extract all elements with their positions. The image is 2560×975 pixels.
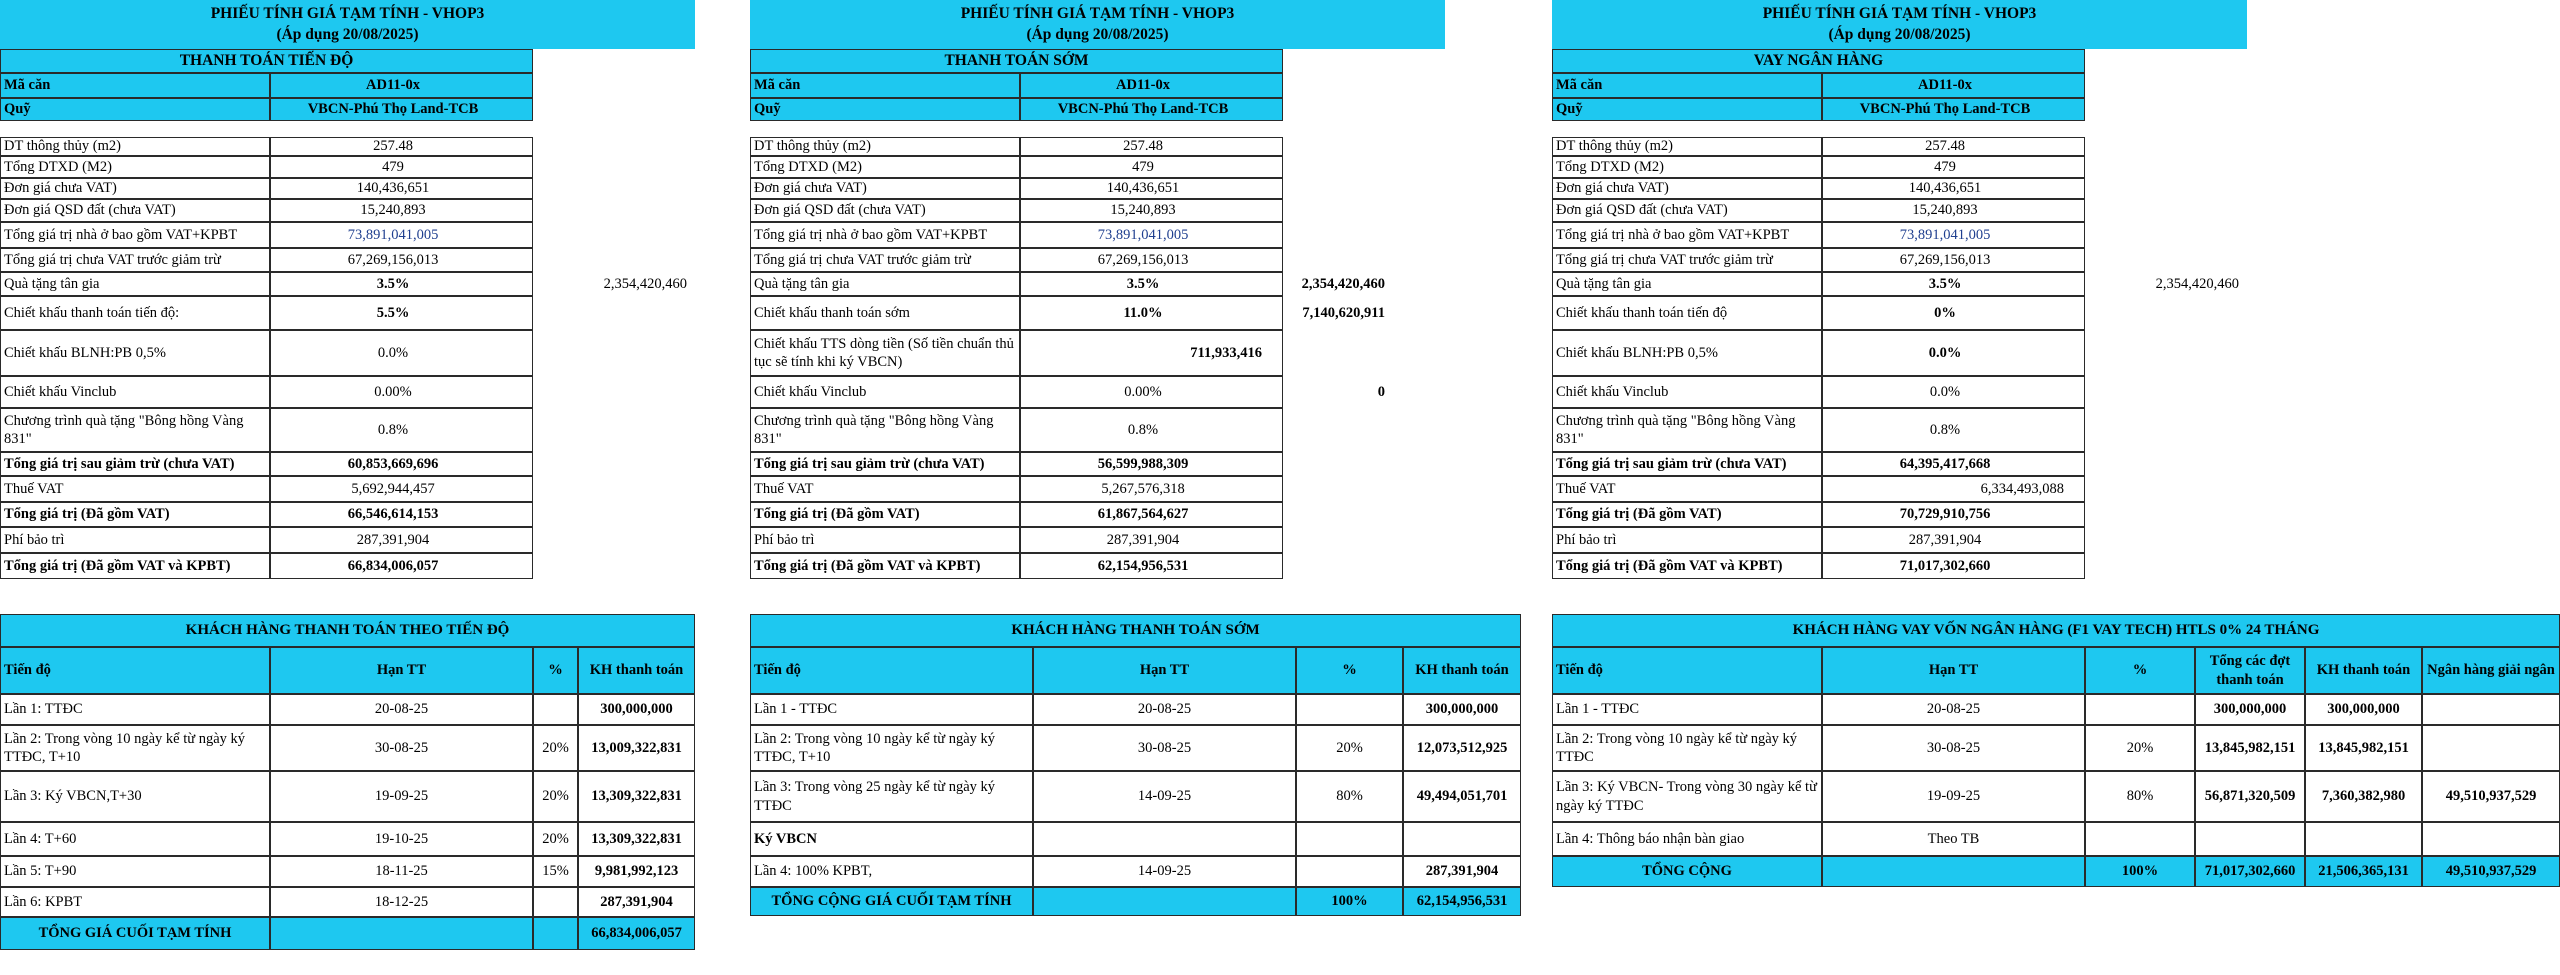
- sheet-title: PHIẾU TÍNH GIÁ TẠM TÍNH - VHOP3: [960, 5, 1235, 23]
- schedule-stage: Lần 4: Thông báo nhận bàn giao: [1552, 822, 1822, 856]
- schedule-due: 19-10-25: [270, 822, 533, 856]
- row-value: AD11-0x: [270, 73, 533, 98]
- schedule-pct: [533, 694, 578, 725]
- row-value: 15,240,893: [270, 199, 533, 222]
- schedule-stage: Lần 6: KPBT: [0, 887, 270, 917]
- total-pct: [533, 917, 578, 950]
- schedule-amount: 12,073,512,925: [1403, 725, 1521, 771]
- row-label: Phí bảo trì: [1552, 527, 1822, 553]
- row-label: Thuế VAT: [0, 476, 270, 502]
- column-header: KH thanh toán: [1403, 647, 1521, 694]
- row-value: 73,891,041,005: [270, 222, 533, 248]
- row-label: Chiết khấu Vinclub: [1552, 376, 1822, 408]
- row-value: VBCN-Phú Thọ Land-TCB: [1822, 98, 2085, 121]
- row-label: Tổng giá trị chưa VAT trước giảm trừ: [1552, 248, 1822, 272]
- schedule-amount: 287,391,904: [578, 887, 695, 917]
- row-value: AD11-0x: [1020, 73, 1283, 98]
- row-value: 66,834,006,057: [270, 553, 533, 579]
- row-label: Tổng giá trị (Đã gồm VAT): [1552, 502, 1822, 527]
- applied-date: (Áp dụng 20/08/2025): [1026, 25, 1169, 43]
- panel-heading: THANH TOÁN SỚM: [750, 49, 1283, 73]
- row-value: 73,891,041,005: [1822, 222, 2085, 248]
- total-blank: [1033, 887, 1296, 916]
- row-label: Tổng giá trị sau giảm trừ (chưa VAT): [0, 452, 270, 476]
- schedule-due: 20-08-25: [1822, 694, 2085, 725]
- sheet-title: PHIẾU TÍNH GIÁ TẠM TÍNH - VHOP3: [210, 5, 485, 23]
- row-value: 62,154,956,531: [1020, 553, 1283, 579]
- schedule-due: 20-08-25: [1033, 694, 1296, 725]
- schedule-bank: 49,510,937,529: [2422, 771, 2560, 822]
- schedule-due: 14-09-25: [1033, 771, 1296, 822]
- row-value: 67,269,156,013: [270, 248, 533, 272]
- row-label: Chiết khấu Vinclub: [750, 376, 1020, 408]
- panel-title: [750, 0, 1445, 49]
- panel-heading: THANH TOÁN TIẾN ĐỘ: [0, 49, 533, 73]
- applied-date: (Áp dụng 20/08/2025): [1828, 25, 1971, 43]
- row-label: Chiết khấu BLNH:PB 0,5%: [0, 330, 270, 376]
- row-label: Chiết khấu Vinclub: [0, 376, 270, 408]
- schedule-due: 30-08-25: [1033, 725, 1296, 771]
- column-header: KH thanh toán: [578, 647, 695, 694]
- panel-title: [0, 0, 695, 49]
- schedule-heading: KHÁCH HÀNG THANH TOÁN SỚM: [750, 614, 1521, 647]
- row-value: 70,729,910,756: [1822, 502, 2085, 527]
- schedule-stage: Lần 5: T+90: [0, 856, 270, 887]
- column-header: Hạn TT: [1822, 647, 2085, 694]
- column-header: Ngân hàng giải ngân: [2422, 647, 2560, 694]
- row-value: 0.8%: [1020, 408, 1283, 452]
- schedule-pct: [1296, 822, 1403, 856]
- row-value: 0.0%: [1822, 330, 2085, 376]
- schedule-due: 14-09-25: [1033, 856, 1296, 887]
- schedule-heading: KHÁCH HÀNG VAY VỐN NGÂN HÀNG (F1 VAY TECH) HTLS 0% 24 THÁNG: [1552, 614, 2560, 647]
- total-amount: 66,834,006,057: [578, 917, 695, 950]
- schedule-amount: 7,360,382,980: [2305, 771, 2422, 822]
- row-value: 479: [1020, 156, 1283, 178]
- applied-date: (Áp dụng 20/08/2025): [276, 25, 419, 43]
- row-label: Đơn giá chưa VAT): [0, 178, 270, 199]
- row-label: Chiết khấu TTS dòng tiền (Số tiền chuẩn thủ tục sẽ tính khi ký VBCN): [750, 330, 1020, 376]
- schedule-pct: 20%: [1296, 725, 1403, 771]
- row-value: 0.00%: [1020, 376, 1283, 408]
- schedule-stage: Lần 3: Trong vòng 25 ngày kể từ ngày ký TTĐC: [750, 771, 1033, 822]
- schedule-due: 19-09-25: [270, 771, 533, 822]
- row-value: 64,395,417,668: [1822, 452, 2085, 476]
- row-value: 140,436,651: [270, 178, 533, 199]
- row-value: VBCN-Phú Thọ Land-TCB: [1020, 98, 1283, 121]
- schedule-pct: 15%: [533, 856, 578, 887]
- total-label: TỔNG GIÁ CUỐI TẠM TÍNH: [0, 917, 270, 950]
- schedule-amount: [1403, 822, 1521, 856]
- schedule-amount: [2305, 822, 2422, 856]
- total-pct: 100%: [1296, 887, 1403, 916]
- schedule-amount: 300,000,000: [2305, 694, 2422, 725]
- row-value: 66,546,614,153: [270, 502, 533, 527]
- row-label: Thuế VAT: [750, 476, 1020, 502]
- row-label: Đơn giá chưa VAT): [750, 178, 1020, 199]
- schedule-amount: 13,009,322,831: [578, 725, 695, 771]
- schedule-pct: [533, 887, 578, 917]
- row-value: 287,391,904: [1822, 527, 2085, 553]
- schedule-amount: 13,309,322,831: [578, 822, 695, 856]
- row-label: Đơn giá QSD đất (chưa VAT): [750, 199, 1020, 222]
- schedule-heading: KHÁCH HÀNG THANH TOÁN THEO TIẾN ĐỘ: [0, 614, 695, 647]
- row-label: Tổng giá trị sau giảm trừ (chưa VAT): [750, 452, 1020, 476]
- total-bank: 49,510,937,529: [2422, 856, 2560, 887]
- column-header: Tiến độ: [0, 647, 270, 694]
- row-label: Quà tặng tân gia: [750, 272, 1020, 296]
- schedule-amount: 13,845,982,151: [2305, 725, 2422, 771]
- row-value: 479: [1822, 156, 2085, 178]
- row-label: Đơn giá chưa VAT): [1552, 178, 1822, 199]
- total-label: TỔNG CỘNG GIÁ CUỐI TẠM TÍNH: [750, 887, 1033, 916]
- total-label: TỔNG CỘNG: [1552, 856, 1822, 887]
- row-label: Mã căn: [0, 73, 270, 98]
- schedule-stage: Lần 1 - TTĐC: [1552, 694, 1822, 725]
- row-value: 61,867,564,627: [1020, 502, 1283, 527]
- schedule-pct: 20%: [533, 725, 578, 771]
- row-label: Tổng DTXD (M2): [1552, 156, 1822, 178]
- schedule-pct: 20%: [533, 822, 578, 856]
- schedule-stage: Lần 3: Ký VBCN- Trong vòng 30 ngày kể từ ngày ký TTĐC: [1552, 771, 1822, 822]
- row-label: Thuế VAT: [1552, 476, 1822, 502]
- row-label: Quỹ: [0, 98, 270, 121]
- schedule-bank: [2422, 725, 2560, 771]
- schedule-pct: 80%: [2085, 771, 2195, 822]
- row-value: 67,269,156,013: [1822, 248, 2085, 272]
- schedule-amount: 49,494,051,701: [1403, 771, 1521, 822]
- row-value: 257.48: [1020, 137, 1283, 156]
- row-extra-amount: 0: [1377, 383, 1385, 400]
- row-extra-amount: 7,140,620,911: [1302, 304, 1385, 321]
- row-extra-amount: 2,354,420,460: [603, 275, 687, 292]
- row-label: Tổng giá trị sau giảm trừ (chưa VAT): [1552, 452, 1822, 476]
- row-label: Chương trình quà tặng "Bông hồng Vàng 831": [0, 408, 270, 452]
- column-header: Hạn TT: [270, 647, 533, 694]
- sheet-title: PHIẾU TÍNH GIÁ TẠM TÍNH - VHOP3: [1762, 5, 2037, 23]
- total-blank: [270, 917, 533, 950]
- row-value: 71,017,302,660: [1822, 553, 2085, 579]
- row-label: Tổng giá trị chưa VAT trước giảm trừ: [750, 248, 1020, 272]
- schedule-bank: [2422, 694, 2560, 725]
- row-label: Quà tặng tân gia: [1552, 272, 1822, 296]
- row-label: Chiết khấu thanh toán sớm: [750, 296, 1020, 330]
- schedule-amount: 9,981,992,123: [578, 856, 695, 887]
- row-label: Tổng giá trị (Đã gồm VAT và KPBT): [1552, 553, 1822, 579]
- row-label: Phí bảo trì: [750, 527, 1020, 553]
- total-amount: 21,506,365,131: [2305, 856, 2422, 887]
- schedule-due: 20-08-25: [270, 694, 533, 725]
- schedule-stage: Lần 1: TTĐC: [0, 694, 270, 725]
- row-label: Tổng giá trị nhà ở bao gồm VAT+KPBT: [750, 222, 1020, 248]
- row-label: Chiết khấu thanh toán tiến độ:: [0, 296, 270, 330]
- total-blank: [1822, 856, 2085, 887]
- row-value: 67,269,156,013: [1020, 248, 1283, 272]
- total-amount: 62,154,956,531: [1403, 887, 1521, 916]
- row-extra-amount: 2,354,420,460: [2155, 275, 2239, 292]
- schedule-due: [1033, 822, 1296, 856]
- row-label: Tổng giá trị (Đã gồm VAT và KPBT): [750, 553, 1020, 579]
- row-value: 56,599,988,309: [1020, 452, 1283, 476]
- row-extra-amount: 2,354,420,460: [1301, 275, 1385, 292]
- schedule-due: 30-08-25: [270, 725, 533, 771]
- row-value: 3.5%: [270, 272, 533, 296]
- schedule-stage: Lần 2: Trong vòng 10 ngày kể từ ngày ký TTĐC: [1552, 725, 1822, 771]
- schedule-amount: 300,000,000: [578, 694, 695, 725]
- panel-heading: VAY NGÂN HÀNG: [1552, 49, 2085, 73]
- row-value: 3.5%: [1020, 272, 1283, 296]
- row-value: 140,436,651: [1822, 178, 2085, 199]
- row-value: 0.8%: [1822, 408, 2085, 452]
- schedule-total: [2195, 822, 2305, 856]
- total-pct: 100%: [2085, 856, 2195, 887]
- row-label: Chương trình quà tặng "Bông hồng Vàng 831": [750, 408, 1020, 452]
- row-value: 711,933,416: [1020, 330, 1283, 376]
- row-value: 140,436,651: [1020, 178, 1283, 199]
- row-value: 257.48: [1822, 137, 2085, 156]
- row-label: Tổng giá trị nhà ở bao gồm VAT+KPBT: [1552, 222, 1822, 248]
- row-label: Quà tặng tân gia: [0, 272, 270, 296]
- schedule-pct: [1296, 694, 1403, 725]
- schedule-pct: [2085, 822, 2195, 856]
- schedule-pct: [1296, 856, 1403, 887]
- schedule-stage: Ký VBCN: [750, 822, 1033, 856]
- column-header: Hạn TT: [1033, 647, 1296, 694]
- row-value: 0.0%: [1822, 376, 2085, 408]
- row-label: Tổng DTXD (M2): [750, 156, 1020, 178]
- row-label: Tổng giá trị (Đã gồm VAT): [0, 502, 270, 527]
- schedule-total: 56,871,320,509: [2195, 771, 2305, 822]
- column-header: %: [533, 647, 578, 694]
- row-label: Tổng giá trị nhà ở bao gồm VAT+KPBT: [0, 222, 270, 248]
- row-label: Đơn giá QSD đất (chưa VAT): [1552, 199, 1822, 222]
- schedule-total: 300,000,000: [2195, 694, 2305, 725]
- schedule-due: Theo TB: [1822, 822, 2085, 856]
- schedule-stage: Lần 4: 100% KPBT,: [750, 856, 1033, 887]
- row-label: Phí bảo trì: [0, 527, 270, 553]
- schedule-pct: 80%: [1296, 771, 1403, 822]
- row-label: DT thông thủy (m2): [750, 137, 1020, 156]
- row-value: 5,692,944,457: [270, 476, 533, 502]
- column-header: Tổng các đợt thanh toán: [2195, 647, 2305, 694]
- row-label: Tổng DTXD (M2): [0, 156, 270, 178]
- schedule-total: 13,845,982,151: [2195, 725, 2305, 771]
- schedule-bank: [2422, 822, 2560, 856]
- column-header: Tiến độ: [1552, 647, 1822, 694]
- row-value: 5.5%: [270, 296, 533, 330]
- row-value: 6,334,493,088: [1822, 476, 2085, 502]
- row-label: Tổng giá trị (Đã gồm VAT và KPBT): [0, 553, 270, 579]
- row-value: 15,240,893: [1020, 199, 1283, 222]
- row-label: Tổng giá trị (Đã gồm VAT): [750, 502, 1020, 527]
- schedule-stage: Lần 3: Ký VBCN,T+30: [0, 771, 270, 822]
- schedule-due: 30-08-25: [1822, 725, 2085, 771]
- row-label: Quỹ: [1552, 98, 1822, 121]
- row-value: 15,240,893: [1822, 199, 2085, 222]
- row-label: Tổng giá trị chưa VAT trước giảm trừ: [0, 248, 270, 272]
- row-value: 11.0%: [1020, 296, 1283, 330]
- row-label: Chiết khấu BLNH:PB 0,5%: [1552, 330, 1822, 376]
- total-total: 71,017,302,660: [2195, 856, 2305, 887]
- row-value: 287,391,904: [270, 527, 533, 553]
- schedule-due: 19-09-25: [1822, 771, 2085, 822]
- schedule-pct: [2085, 694, 2195, 725]
- schedule-amount: 287,391,904: [1403, 856, 1521, 887]
- column-header: %: [2085, 647, 2195, 694]
- schedule-pct: 20%: [2085, 725, 2195, 771]
- row-label: Đơn giá QSD đất (chưa VAT): [0, 199, 270, 222]
- row-value: 257.48: [270, 137, 533, 156]
- schedule-stage: Lần 4: T+60: [0, 822, 270, 856]
- row-label: Mã căn: [750, 73, 1020, 98]
- row-value: VBCN-Phú Thọ Land-TCB: [270, 98, 533, 121]
- schedule-amount: 13,309,322,831: [578, 771, 695, 822]
- schedule-stage: Lần 2: Trong vòng 10 ngày kể từ ngày ký TTĐC, T+10: [0, 725, 270, 771]
- row-value: 0%: [1822, 296, 2085, 330]
- row-value: 5,267,576,318: [1020, 476, 1283, 502]
- row-value: 60,853,669,696: [270, 452, 533, 476]
- schedule-due: 18-11-25: [270, 856, 533, 887]
- column-header: Tiến độ: [750, 647, 1033, 694]
- column-header: KH thanh toán: [2305, 647, 2422, 694]
- schedule-stage: Lần 2: Trong vòng 10 ngày kể từ ngày ký TTĐC, T+10: [750, 725, 1033, 771]
- row-label: Chiết khấu thanh toán tiến độ: [1552, 296, 1822, 330]
- row-label: Quỹ: [750, 98, 1020, 121]
- schedule-stage: Lần 1 - TTĐC: [750, 694, 1033, 725]
- row-value: AD11-0x: [1822, 73, 2085, 98]
- row-value: 287,391,904: [1020, 527, 1283, 553]
- row-value: 0.0%: [270, 330, 533, 376]
- row-value: 3.5%: [1822, 272, 2085, 296]
- row-label: Chương trình quà tặng "Bông hồng Vàng 831": [1552, 408, 1822, 452]
- row-label: DT thông thủy (m2): [0, 137, 270, 156]
- panel-title: [1552, 0, 2247, 49]
- schedule-due: 18-12-25: [270, 887, 533, 917]
- row-label: Mã căn: [1552, 73, 1822, 98]
- column-header: %: [1296, 647, 1403, 694]
- schedule-amount: 300,000,000: [1403, 694, 1521, 725]
- row-value: 479: [270, 156, 533, 178]
- schedule-pct: 20%: [533, 771, 578, 822]
- row-value: 73,891,041,005: [1020, 222, 1283, 248]
- row-value: 0.00%: [270, 376, 533, 408]
- row-value: 0.8%: [270, 408, 533, 452]
- row-label: DT thông thủy (m2): [1552, 137, 1822, 156]
